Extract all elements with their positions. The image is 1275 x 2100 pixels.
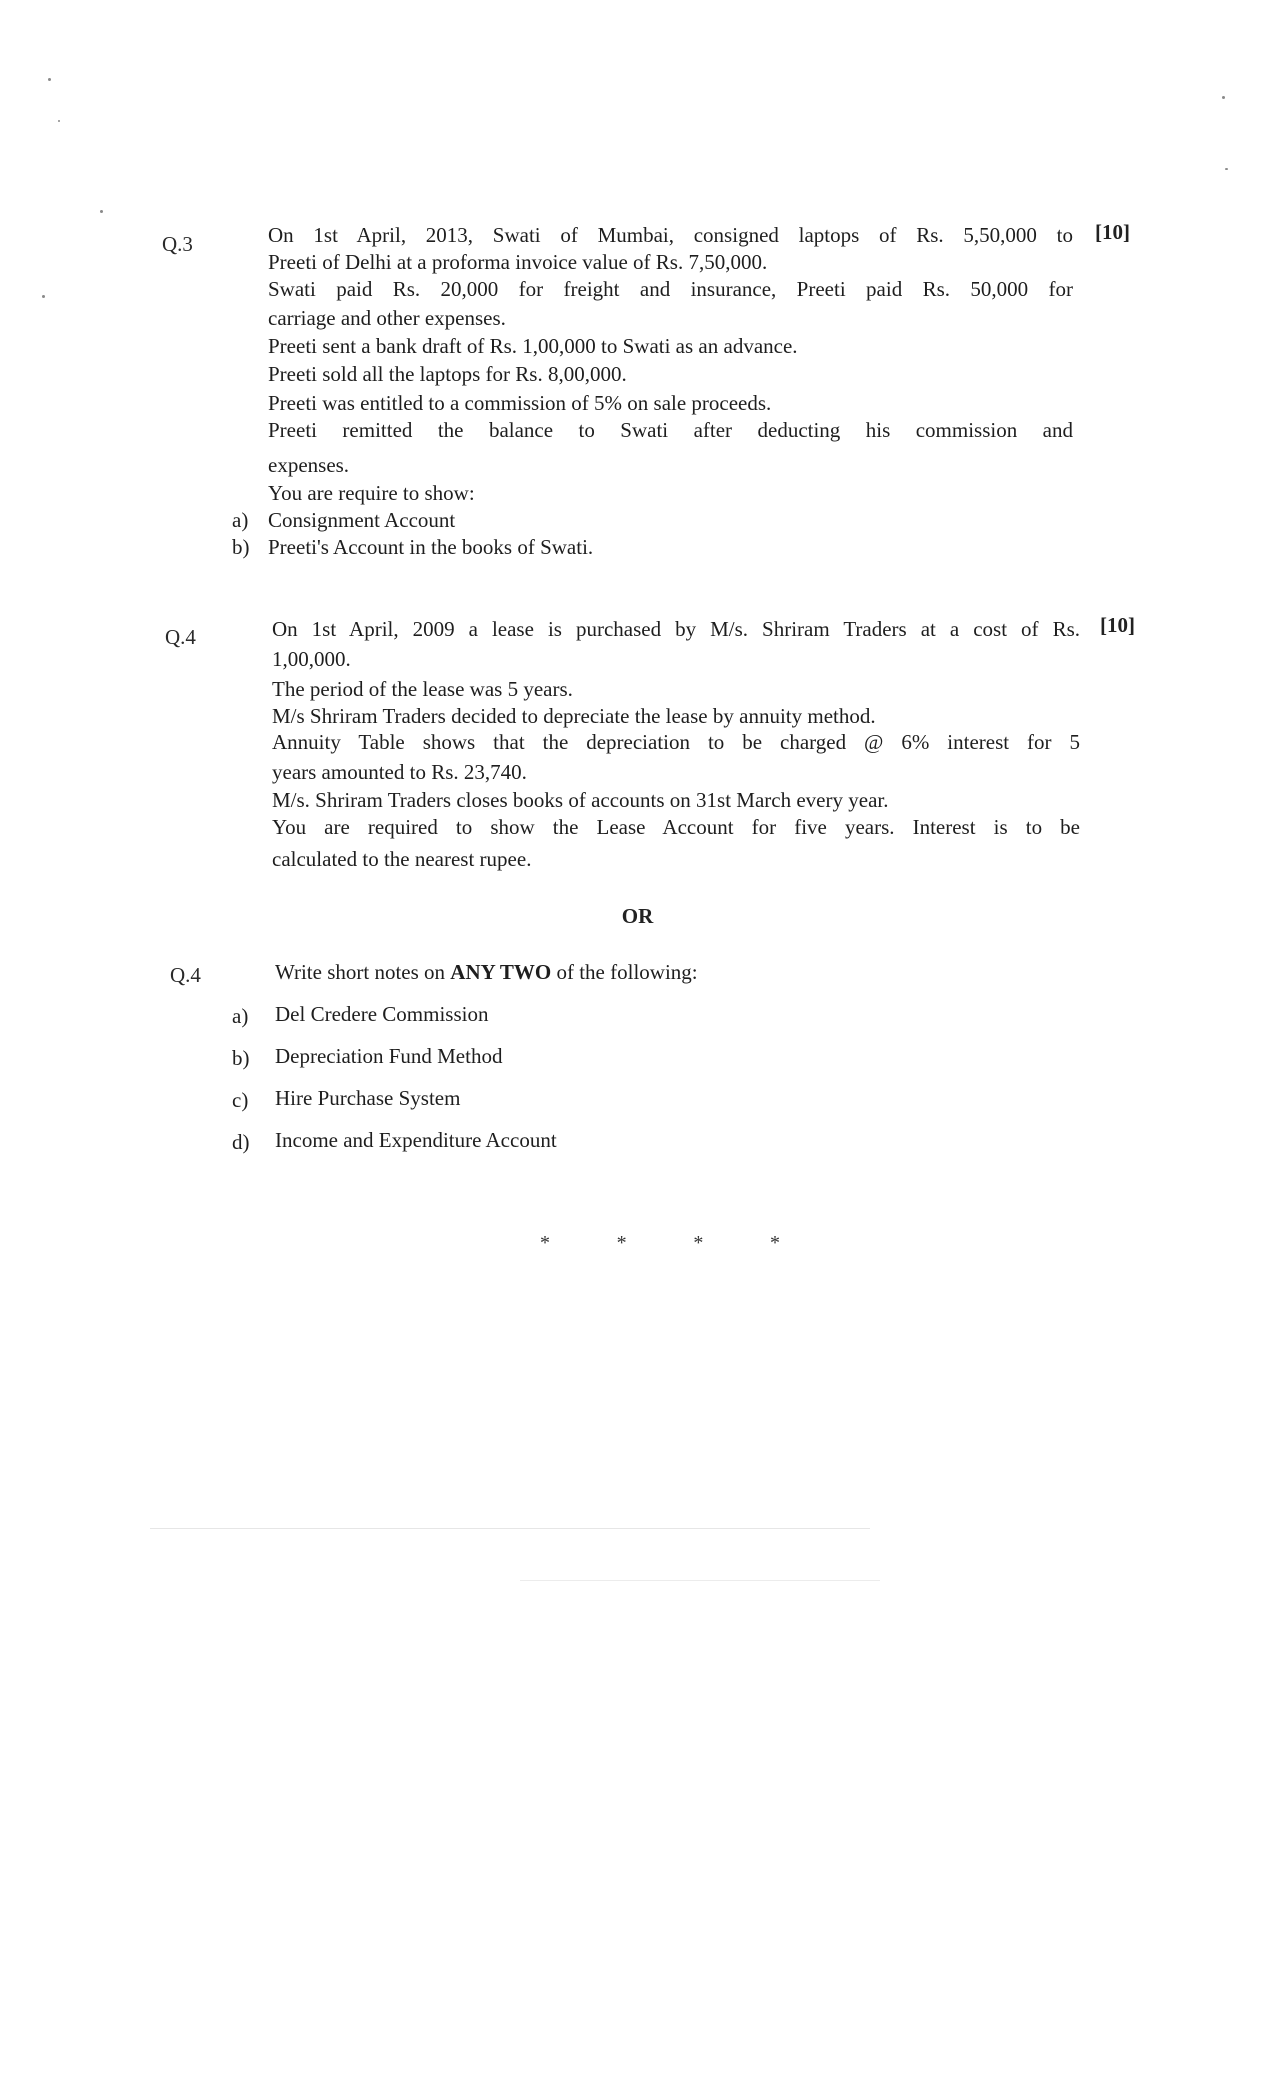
q3-line-2: Preeti of Delhi at a proforma invoice value of Rs. 7,50,000. bbox=[268, 250, 768, 274]
q4-alt-part-d-letter: d) bbox=[232, 1130, 250, 1154]
q3-line-8: Preeti remitted the balance to Swati after deducting his commission and bbox=[268, 418, 1073, 442]
or-divider: OR bbox=[621, 904, 654, 928]
q4-alt-part-b-text: Depreciation Fund Method bbox=[275, 1044, 503, 1068]
q4-alt-intro-bold: ANY TWO bbox=[450, 960, 552, 984]
q3-line-4: carriage and other expenses. bbox=[268, 306, 506, 330]
scan-speck bbox=[1225, 168, 1228, 170]
q4-line-9: calculated to the nearest rupee. bbox=[272, 847, 532, 871]
scan-streak bbox=[520, 1580, 880, 1581]
question-4-marks: [10] bbox=[1100, 613, 1135, 637]
scan-speck bbox=[48, 78, 51, 81]
q4-alt-intro-after: of the following: bbox=[551, 960, 698, 984]
q4-line-2: 1,00,000. bbox=[272, 647, 351, 671]
q4-alt-part-c-letter: c) bbox=[232, 1088, 249, 1112]
q3-part-b-text: Preeti's Account in the books of Swati. bbox=[268, 535, 594, 559]
q3-part-a-text: Consignment Account bbox=[268, 508, 456, 532]
q4-alt-intro-before: Write short notes on bbox=[275, 960, 451, 984]
q3-line-3: Swati paid Rs. 20,000 for freight and insurance, Preeti paid Rs. 50,000 for bbox=[268, 277, 1073, 301]
q4-alt-part-b-letter: b) bbox=[232, 1046, 250, 1070]
scan-speck bbox=[1222, 96, 1225, 99]
question-4-alt-label: Q.4 bbox=[170, 963, 201, 987]
q4-line-3: The period of the lease was 5 years. bbox=[272, 677, 573, 701]
scan-speck bbox=[42, 295, 45, 298]
scan-streak bbox=[150, 1528, 870, 1529]
question-3-marks: [10] bbox=[1095, 220, 1130, 244]
question-3-label: Q.3 bbox=[162, 232, 193, 256]
q4-line-6: years amounted to Rs. 23,740. bbox=[272, 760, 527, 784]
q4-line-4: M/s Shriram Traders decided to depreciate the lease by annuity method. bbox=[272, 704, 876, 728]
q4-line-7: M/s. Shriram Traders closes books of accounts on 31st March every year. bbox=[272, 788, 889, 812]
q3-line-6: Preeti sold all the laptops for Rs. 8,00,000. bbox=[268, 362, 627, 386]
q4-alt-part-d-text: Income and Expenditure Account bbox=[275, 1128, 557, 1152]
end-star: * bbox=[693, 1232, 704, 1254]
q4-line-5: Annuity Table shows that the depreciation to be charged @ 6% interest for 5 bbox=[272, 730, 1080, 754]
q3-part-a-letter: a) bbox=[232, 508, 249, 532]
q4-alt-part-c-text: Hire Purchase System bbox=[275, 1086, 461, 1110]
end-star: * bbox=[769, 1232, 780, 1254]
q3-part-b-letter: b) bbox=[232, 535, 250, 559]
scan-speck bbox=[58, 120, 60, 122]
q4-alt-intro bbox=[275, 960, 698, 985]
end-of-paper-marks bbox=[540, 1232, 780, 1255]
q3-line-9: expenses. bbox=[268, 453, 350, 477]
q3-line-7: Preeti was entitled to a commission of 5% on sale proceeds. bbox=[268, 391, 772, 415]
q4-alt-part-a-letter: a) bbox=[232, 1004, 249, 1028]
end-star: * bbox=[616, 1232, 627, 1254]
q3-line-1: On 1st April, 2013, Swati of Mumbai, consigned laptops of Rs. 5,50,000 to bbox=[268, 223, 1073, 247]
q4-alt-part-a-text: Del Credere Commission bbox=[275, 1002, 489, 1026]
q4-line-8: You are required to show the Lease Account for five years. Interest is to be bbox=[272, 815, 1080, 839]
q4-line-1: On 1st April, 2009 a lease is purchased by M/s. Shriram Traders at a cost of Rs. bbox=[272, 617, 1080, 641]
scan-speck bbox=[100, 210, 103, 213]
q3-line-5: Preeti sent a bank draft of Rs. 1,00,000 to Swati as an advance. bbox=[268, 334, 798, 358]
question-4-label: Q.4 bbox=[165, 625, 196, 649]
end-star: * bbox=[540, 1232, 550, 1254]
q3-line-10: You are require to show: bbox=[268, 481, 475, 505]
